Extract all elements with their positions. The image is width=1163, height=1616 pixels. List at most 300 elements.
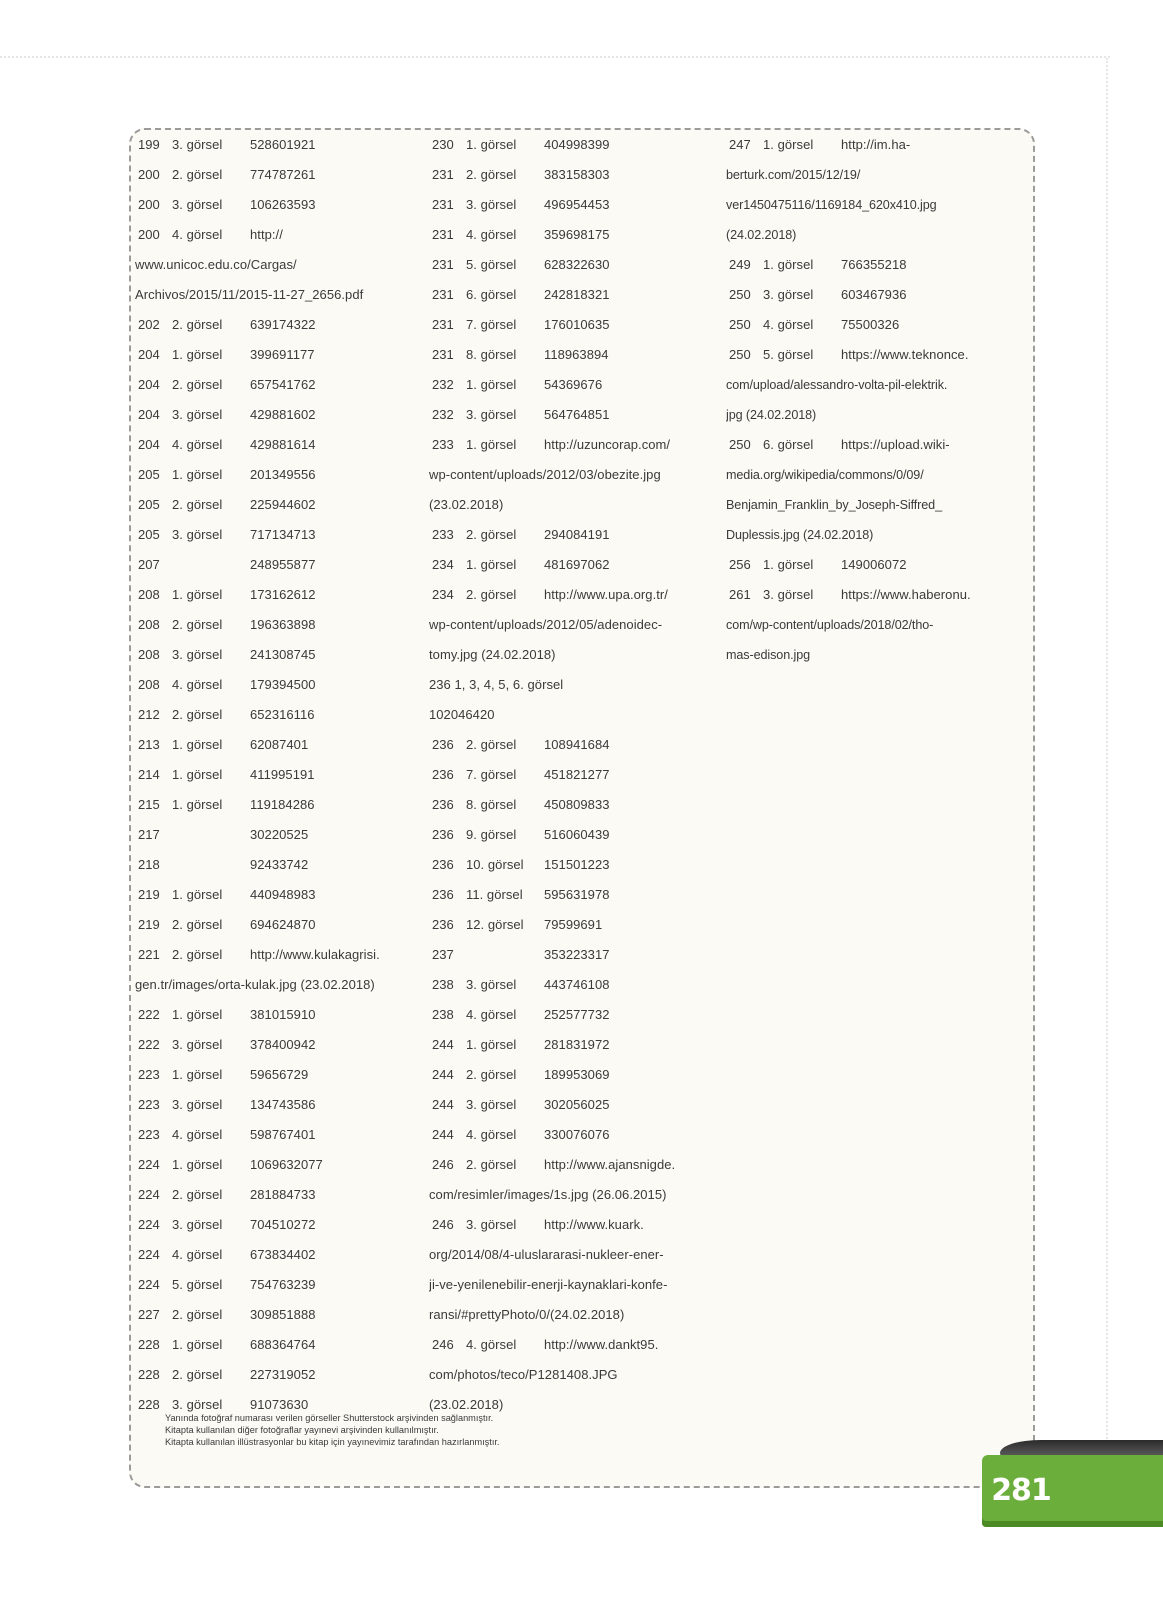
- credit-source-id: http://www.ajansnigde.: [544, 1157, 676, 1172]
- credit-row: [429, 580, 719, 610]
- credit-row: [135, 370, 425, 400]
- credit-row: [429, 940, 719, 970]
- credit-image-label: 1. görsel: [466, 437, 517, 452]
- credit-image-label: 10. görsel: [466, 857, 524, 872]
- credit-row: [429, 370, 719, 400]
- credit-page-number: 217: [138, 827, 160, 842]
- credit-row: [135, 1000, 425, 1030]
- credit-source-id: 694624870: [250, 917, 316, 932]
- credit-continuation: com/wp-content/uploads/2018/02/tho-: [726, 618, 934, 632]
- credit-image-label: 12. görsel: [466, 917, 524, 932]
- credit-page-number: 256: [729, 557, 751, 572]
- credit-row: [429, 1330, 719, 1360]
- credit-source-id: 754763239: [250, 1277, 316, 1292]
- credit-row: [135, 1210, 425, 1240]
- credit-row: [726, 130, 1031, 160]
- credit-source-id: 381015910: [250, 1007, 316, 1022]
- credit-source-id: 106263593: [250, 197, 316, 212]
- credit-source-id: 227319052: [250, 1367, 316, 1382]
- credit-row: [429, 610, 719, 640]
- credit-image-label: 2. görsel: [172, 167, 223, 182]
- credit-row: [429, 310, 719, 340]
- credit-page-number: 200: [138, 227, 160, 242]
- credits-column-1: [135, 130, 425, 1420]
- credit-image-label: 2. görsel: [172, 497, 223, 512]
- credit-image-label: 1. görsel: [763, 257, 814, 272]
- credit-source-id: 595631978: [544, 887, 610, 902]
- credit-continuation: wp-content/uploads/2012/03/obezite.jpg: [429, 467, 661, 482]
- credit-row: [726, 610, 1031, 640]
- credit-continuation: 236 1, 3, 4, 5, 6. görsel: [429, 677, 564, 692]
- credit-row: [429, 1000, 719, 1030]
- credit-page-number: 222: [138, 1037, 160, 1052]
- credit-row: [429, 1090, 719, 1120]
- credit-image-label: 4. görsel: [172, 437, 223, 452]
- credit-row: [135, 760, 425, 790]
- credit-continuation: com/resimler/images/1s.jpg (26.06.2015): [429, 1187, 667, 1202]
- credit-row: [135, 1060, 425, 1090]
- credit-continuation: berturk.com/2015/12/19/: [726, 168, 861, 182]
- credit-page-number: 212: [138, 707, 160, 722]
- credit-notes: [165, 1412, 1005, 1448]
- credit-page-number: 218: [138, 857, 160, 872]
- credit-image-label: 2. görsel: [466, 167, 517, 182]
- credit-row: [429, 670, 719, 700]
- credit-image-label: 8. görsel: [466, 347, 517, 362]
- credit-page-number: 233: [432, 527, 454, 542]
- credit-row: [429, 190, 719, 220]
- credit-page-number: 213: [138, 737, 160, 752]
- credit-source-id: http://: [250, 227, 283, 242]
- credit-image-label: 2. görsel: [172, 1187, 223, 1202]
- credit-source-id: 657541762: [250, 377, 316, 392]
- credit-page-number: 233: [432, 437, 454, 452]
- credit-image-label: 6. görsel: [466, 287, 517, 302]
- credit-image-label: 2. görsel: [172, 317, 223, 332]
- credit-source-id: 774787261: [250, 167, 316, 182]
- credit-row: [135, 1270, 425, 1300]
- credit-row: [429, 160, 719, 190]
- credit-page-number: 199: [138, 137, 160, 152]
- credit-image-label: 2. görsel: [172, 947, 223, 962]
- credit-image-label: 1. görsel: [172, 1067, 223, 1082]
- credit-page-number: 207: [138, 557, 160, 572]
- credit-row: [429, 220, 719, 250]
- credit-page-number: 244: [432, 1067, 454, 1082]
- credit-source-id: 451821277: [544, 767, 610, 782]
- credit-row: [726, 430, 1031, 460]
- credit-row: [726, 580, 1031, 610]
- credit-continuation: ransi/#prettyPhoto/0/(24.02.2018): [429, 1307, 625, 1322]
- credit-image-label: 4. görsel: [466, 1337, 517, 1352]
- credit-row: [429, 1120, 719, 1150]
- credit-source-id: 603467936: [841, 287, 907, 302]
- credit-source-id: 302056025: [544, 1097, 610, 1112]
- credit-source-id: 704510272: [250, 1217, 316, 1232]
- credit-page-number: 227: [138, 1307, 160, 1322]
- credit-source-id: http://im.ha-: [841, 137, 911, 152]
- credit-page-number: 261: [729, 587, 751, 602]
- credit-row: [429, 250, 719, 280]
- credit-page-number: 250: [729, 287, 751, 302]
- credit-row: [429, 1180, 719, 1210]
- credit-row: [726, 310, 1031, 340]
- credit-row: [135, 220, 425, 250]
- credit-page-number: 228: [138, 1367, 160, 1382]
- credit-source-id: 309851888: [250, 1307, 316, 1322]
- credit-row: [429, 790, 719, 820]
- credit-image-label: 3. görsel: [763, 587, 814, 602]
- credit-continuation: Archivos/2015/11/2015-11-27_2656.pdf: [135, 287, 364, 302]
- credit-page-number: 208: [138, 677, 160, 692]
- credit-source-id: http://www.kuark.: [544, 1217, 644, 1232]
- credit-source-id: 516060439: [544, 827, 610, 842]
- credit-image-label: 9. görsel: [466, 827, 517, 842]
- credit-page-number: 223: [138, 1127, 160, 1142]
- credit-row: [135, 460, 425, 490]
- credit-image-label: 1. görsel: [466, 557, 517, 572]
- credit-image-label: 1. görsel: [172, 1337, 223, 1352]
- credit-continuation: mas-edison.jpg: [726, 648, 811, 662]
- credit-page-number: 236: [432, 797, 454, 812]
- credit-page-number: 236: [432, 827, 454, 842]
- credit-source-id: 108941684: [544, 737, 610, 752]
- credit-source-id: 248955877: [250, 557, 316, 572]
- credit-row: [429, 640, 719, 670]
- credit-image-label: 2. görsel: [172, 1367, 223, 1382]
- credit-source-id: 429881614: [250, 437, 316, 452]
- credit-page-number: 219: [138, 917, 160, 932]
- credit-source-id: 151501223: [544, 857, 610, 872]
- credit-row: [429, 400, 719, 430]
- credit-image-label: 2. görsel: [466, 1157, 517, 1172]
- credit-source-id: 378400942: [250, 1037, 316, 1052]
- credit-page-number: 236: [432, 737, 454, 752]
- credit-page-number: 236: [432, 767, 454, 782]
- credit-page-number: 236: [432, 857, 454, 872]
- credit-source-id: https://upload.wiki-: [841, 437, 950, 452]
- credit-row: [135, 820, 425, 850]
- credit-continuation: gen.tr/images/orta-kulak.jpg (23.02.2018): [135, 977, 375, 992]
- credit-page-number: 231: [432, 197, 454, 212]
- credit-page-number: 214: [138, 767, 160, 782]
- credit-row: [726, 460, 1031, 490]
- credit-row: [135, 250, 425, 280]
- credit-row: [726, 250, 1031, 280]
- credit-image-label: 3. görsel: [172, 1097, 223, 1112]
- credit-source-id: 92433742: [250, 857, 309, 872]
- credit-row: [135, 610, 425, 640]
- credit-page-number: 228: [138, 1337, 160, 1352]
- credit-image-label: 1. görsel: [172, 887, 223, 902]
- credit-page-number: 238: [432, 1007, 454, 1022]
- credit-page-number: 200: [138, 197, 160, 212]
- credit-source-id: 440948983: [250, 887, 316, 902]
- credit-row: [135, 550, 425, 580]
- credit-image-label: 3. görsel: [172, 197, 223, 212]
- credit-source-id: 241308745: [250, 647, 316, 662]
- credit-row: [135, 1030, 425, 1060]
- credit-row: [135, 160, 425, 190]
- credit-source-id: 652316116: [250, 707, 315, 722]
- credit-page-number: 234: [432, 557, 454, 572]
- credit-page-number: 222: [138, 1007, 160, 1022]
- credit-continuation: Benjamin_Franklin_by_Joseph-Siffred_: [726, 498, 942, 512]
- credit-row: [429, 730, 719, 760]
- credit-image-label: 5. görsel: [172, 1277, 223, 1292]
- credit-image-label: 3. görsel: [172, 647, 223, 662]
- credit-image-label: 7. görsel: [466, 767, 517, 782]
- credit-page-number: 246: [432, 1337, 454, 1352]
- credit-image-label: 4. görsel: [172, 677, 223, 692]
- credit-row: [135, 880, 425, 910]
- credits-column-3: [726, 130, 1031, 670]
- credit-source-id: 134743586: [250, 1097, 316, 1112]
- credit-row: [429, 910, 719, 940]
- credit-image-label: 7. görsel: [466, 317, 517, 332]
- credit-continuation: www.unicoc.edu.co/Cargas/: [135, 257, 297, 272]
- credit-source-id: 294084191: [544, 527, 610, 542]
- credit-page-number: 224: [138, 1217, 160, 1232]
- credit-row: [429, 340, 719, 370]
- credit-page-number: 204: [138, 407, 160, 422]
- credit-page-number: 223: [138, 1097, 160, 1112]
- credit-page-number: 232: [432, 377, 454, 392]
- credit-page-number: 234: [432, 587, 454, 602]
- credit-source-id: https://www.haberonu.: [841, 587, 971, 602]
- credit-continuation: (24.02.2018): [726, 228, 797, 242]
- credit-row: [726, 220, 1031, 250]
- credit-row: [429, 970, 719, 1000]
- credit-row: [135, 700, 425, 730]
- credit-source-id: 225944602: [250, 497, 316, 512]
- credit-row: [429, 520, 719, 550]
- credit-image-label: 1. görsel: [763, 557, 814, 572]
- credit-source-id: 54369676: [544, 377, 603, 392]
- credit-page-number: 249: [729, 257, 751, 272]
- credit-source-id: 59656729: [250, 1067, 309, 1082]
- credit-page-number: 231: [432, 257, 454, 272]
- credit-row: [726, 190, 1031, 220]
- credit-row: [429, 820, 719, 850]
- credits-column-2: [429, 130, 719, 1420]
- note-line: Kitapta kullanılan illüstrasyonlar bu kitap için yayınevimiz tarafından hazırlanmıştır.: [165, 1437, 500, 1447]
- credit-source-id: 201349556: [250, 467, 316, 482]
- credit-row: [135, 910, 425, 940]
- credit-image-label: 3. görsel: [466, 407, 517, 422]
- credit-image-label: 8. görsel: [466, 797, 517, 812]
- credit-image-label: 1. görsel: [172, 467, 223, 482]
- credit-source-id: 564764851: [544, 407, 610, 422]
- credit-row: [135, 580, 425, 610]
- credit-source-id: 688364764: [250, 1337, 316, 1352]
- credit-row: [135, 790, 425, 820]
- credit-row: [135, 730, 425, 760]
- credit-row: [429, 1270, 719, 1300]
- credit-page-number: 236: [432, 917, 454, 932]
- credit-source-id: http://uzuncorap.com/: [544, 437, 671, 452]
- credit-continuation: 102046420: [429, 707, 495, 722]
- credit-image-label: 1. görsel: [763, 137, 814, 152]
- credit-page-number: 224: [138, 1157, 160, 1172]
- credit-source-id: 359698175: [544, 227, 610, 242]
- credit-image-label: 3. görsel: [172, 137, 223, 152]
- credit-image-label: 1. görsel: [172, 767, 223, 782]
- credit-row: [429, 460, 719, 490]
- credit-source-id: 281831972: [544, 1037, 610, 1052]
- credit-image-label: 2. görsel: [172, 617, 223, 632]
- credit-row: [135, 130, 425, 160]
- credit-image-label: 1. görsel: [466, 137, 517, 152]
- credit-image-label: 4. görsel: [466, 1127, 517, 1142]
- credit-image-label: 3. görsel: [172, 1037, 223, 1052]
- credit-page-number: 208: [138, 647, 160, 662]
- credit-source-id: 598767401: [250, 1127, 316, 1142]
- credit-page-number: 204: [138, 377, 160, 392]
- credit-page-number: 244: [432, 1127, 454, 1142]
- credit-continuation: (23.02.2018): [429, 1397, 504, 1412]
- credit-page-number: 208: [138, 587, 160, 602]
- credit-continuation: com/photos/teco/P1281408.JPG: [429, 1367, 618, 1382]
- credit-page-number: 215: [138, 797, 160, 812]
- credit-row: [429, 760, 719, 790]
- credit-page-number: 224: [138, 1277, 160, 1292]
- credit-row: [726, 280, 1031, 310]
- credit-image-label: 3. görsel: [172, 527, 223, 542]
- credit-source-id: 1069632077: [250, 1157, 323, 1172]
- credit-source-id: 149006072: [841, 557, 907, 572]
- credit-continuation: media.org/wikipedia/commons/0/09/: [726, 468, 924, 482]
- credit-image-label: 1. görsel: [172, 737, 223, 752]
- credit-page-number: 223: [138, 1067, 160, 1082]
- credit-page-number: 246: [432, 1157, 454, 1172]
- credit-page-number: 231: [432, 167, 454, 182]
- credit-source-id: 481697062: [544, 557, 610, 572]
- credit-row: [429, 490, 719, 520]
- credit-row: [135, 400, 425, 430]
- credit-continuation: (23.02.2018): [429, 497, 504, 512]
- credit-page-number: 205: [138, 467, 160, 482]
- credit-source-id: https://www.teknonce.: [841, 347, 969, 362]
- image-credits-box: [129, 128, 1035, 1488]
- credit-source-id: 118963894: [544, 347, 609, 362]
- credit-source-id: 639174322: [250, 317, 316, 332]
- credit-row: [135, 1240, 425, 1270]
- credit-row: [429, 430, 719, 460]
- credit-row: [135, 1300, 425, 1330]
- credit-page-number: 238: [432, 977, 454, 992]
- credit-source-id: 450809833: [544, 797, 610, 812]
- credit-continuation: ver1450475116/1169184_620x410.jpg: [726, 198, 937, 212]
- page-number-tab: [982, 1455, 1163, 1527]
- credit-row: [726, 370, 1031, 400]
- credit-image-label: 1. görsel: [466, 377, 517, 392]
- credit-row: [726, 640, 1031, 670]
- credit-row: [135, 850, 425, 880]
- credit-row: [726, 400, 1031, 430]
- right-dotted-rule: [1106, 58, 1108, 1478]
- credit-source-id: 383158303: [544, 167, 610, 182]
- credit-row: [135, 1150, 425, 1180]
- credit-source-id: 673834402: [250, 1247, 316, 1262]
- credit-page-number: 224: [138, 1187, 160, 1202]
- page-number: 281: [991, 1473, 1051, 1508]
- credit-image-label: 1. görsel: [172, 1007, 223, 1022]
- credit-row: [726, 550, 1031, 580]
- top-dotted-rule: [0, 56, 1110, 58]
- note-line: Kitapta kullanılan diğer fotoğraflar yayınevi arşivinden kullanılmıştır.: [165, 1425, 439, 1435]
- credit-image-label: 4. görsel: [466, 1007, 517, 1022]
- credit-source-id: 75500326: [841, 317, 900, 332]
- credit-source-id: 189953069: [544, 1067, 610, 1082]
- credit-source-id: 79599691: [544, 917, 603, 932]
- credit-source-id: 399691177: [250, 347, 315, 362]
- credit-source-id: 429881602: [250, 407, 316, 422]
- credit-source-id: 176010635: [544, 317, 610, 332]
- credit-image-label: 1. görsel: [172, 587, 223, 602]
- credit-row: [135, 940, 425, 970]
- credit-page-number: 250: [729, 317, 751, 332]
- credit-image-label: 3. görsel: [466, 197, 517, 212]
- credit-image-label: 4. görsel: [172, 1247, 223, 1262]
- credit-continuation: com/upload/alessandro-volta-pil-elektrik.: [726, 378, 948, 392]
- credit-page-number: 250: [729, 437, 751, 452]
- credit-image-label: 2. görsel: [466, 587, 517, 602]
- credit-image-label: 2. görsel: [172, 917, 223, 932]
- credit-row: [135, 1180, 425, 1210]
- credit-image-label: 3. görsel: [763, 287, 814, 302]
- credit-source-id: 179394500: [250, 677, 316, 692]
- credit-source-id: 91073630: [250, 1397, 309, 1412]
- credit-row: [429, 700, 719, 730]
- credit-image-label: 2. görsel: [466, 737, 517, 752]
- credit-page-number: 231: [432, 287, 454, 302]
- credit-page-number: 205: [138, 497, 160, 512]
- credit-row: [429, 1150, 719, 1180]
- credit-image-label: 11. görsel: [466, 887, 523, 902]
- credit-page-number: 231: [432, 227, 454, 242]
- credit-source-id: 119184286: [250, 797, 315, 812]
- credit-page-number: 247: [729, 137, 751, 152]
- credit-image-label: 1. görsel: [466, 1037, 517, 1052]
- credit-row: [135, 1120, 425, 1150]
- credit-source-id: http://www.kulakagrisi.: [250, 947, 380, 962]
- credit-continuation: jpg (24.02.2018): [726, 408, 817, 422]
- credit-page-number: 230: [432, 137, 454, 152]
- credit-image-label: 3. görsel: [466, 1217, 517, 1232]
- credit-page-number: 224: [138, 1247, 160, 1262]
- note-line: Yanında fotoğraf numarası verilen görseller Shutterstock arşivinden sağlanmıştır.: [165, 1413, 494, 1423]
- credit-image-label: 6. görsel: [763, 437, 814, 452]
- credit-page-number: 204: [138, 347, 160, 362]
- credit-row: [135, 1330, 425, 1360]
- credit-row: [726, 340, 1031, 370]
- credit-page-number: 244: [432, 1097, 454, 1112]
- credit-image-label: 5. görsel: [763, 347, 814, 362]
- credit-row: [135, 190, 425, 220]
- credit-source-id: 62087401: [250, 737, 309, 752]
- credit-image-label: 4. görsel: [763, 317, 814, 332]
- credit-row: [135, 1090, 425, 1120]
- credit-image-label: 1. görsel: [172, 797, 223, 812]
- credit-source-id: 30220525: [250, 827, 309, 842]
- credit-row: [429, 1060, 719, 1090]
- credit-row: [429, 130, 719, 160]
- credit-row: [135, 520, 425, 550]
- credit-image-label: 4. görsel: [172, 227, 223, 242]
- credit-row: [135, 430, 425, 460]
- credit-image-label: 2. görsel: [466, 1067, 517, 1082]
